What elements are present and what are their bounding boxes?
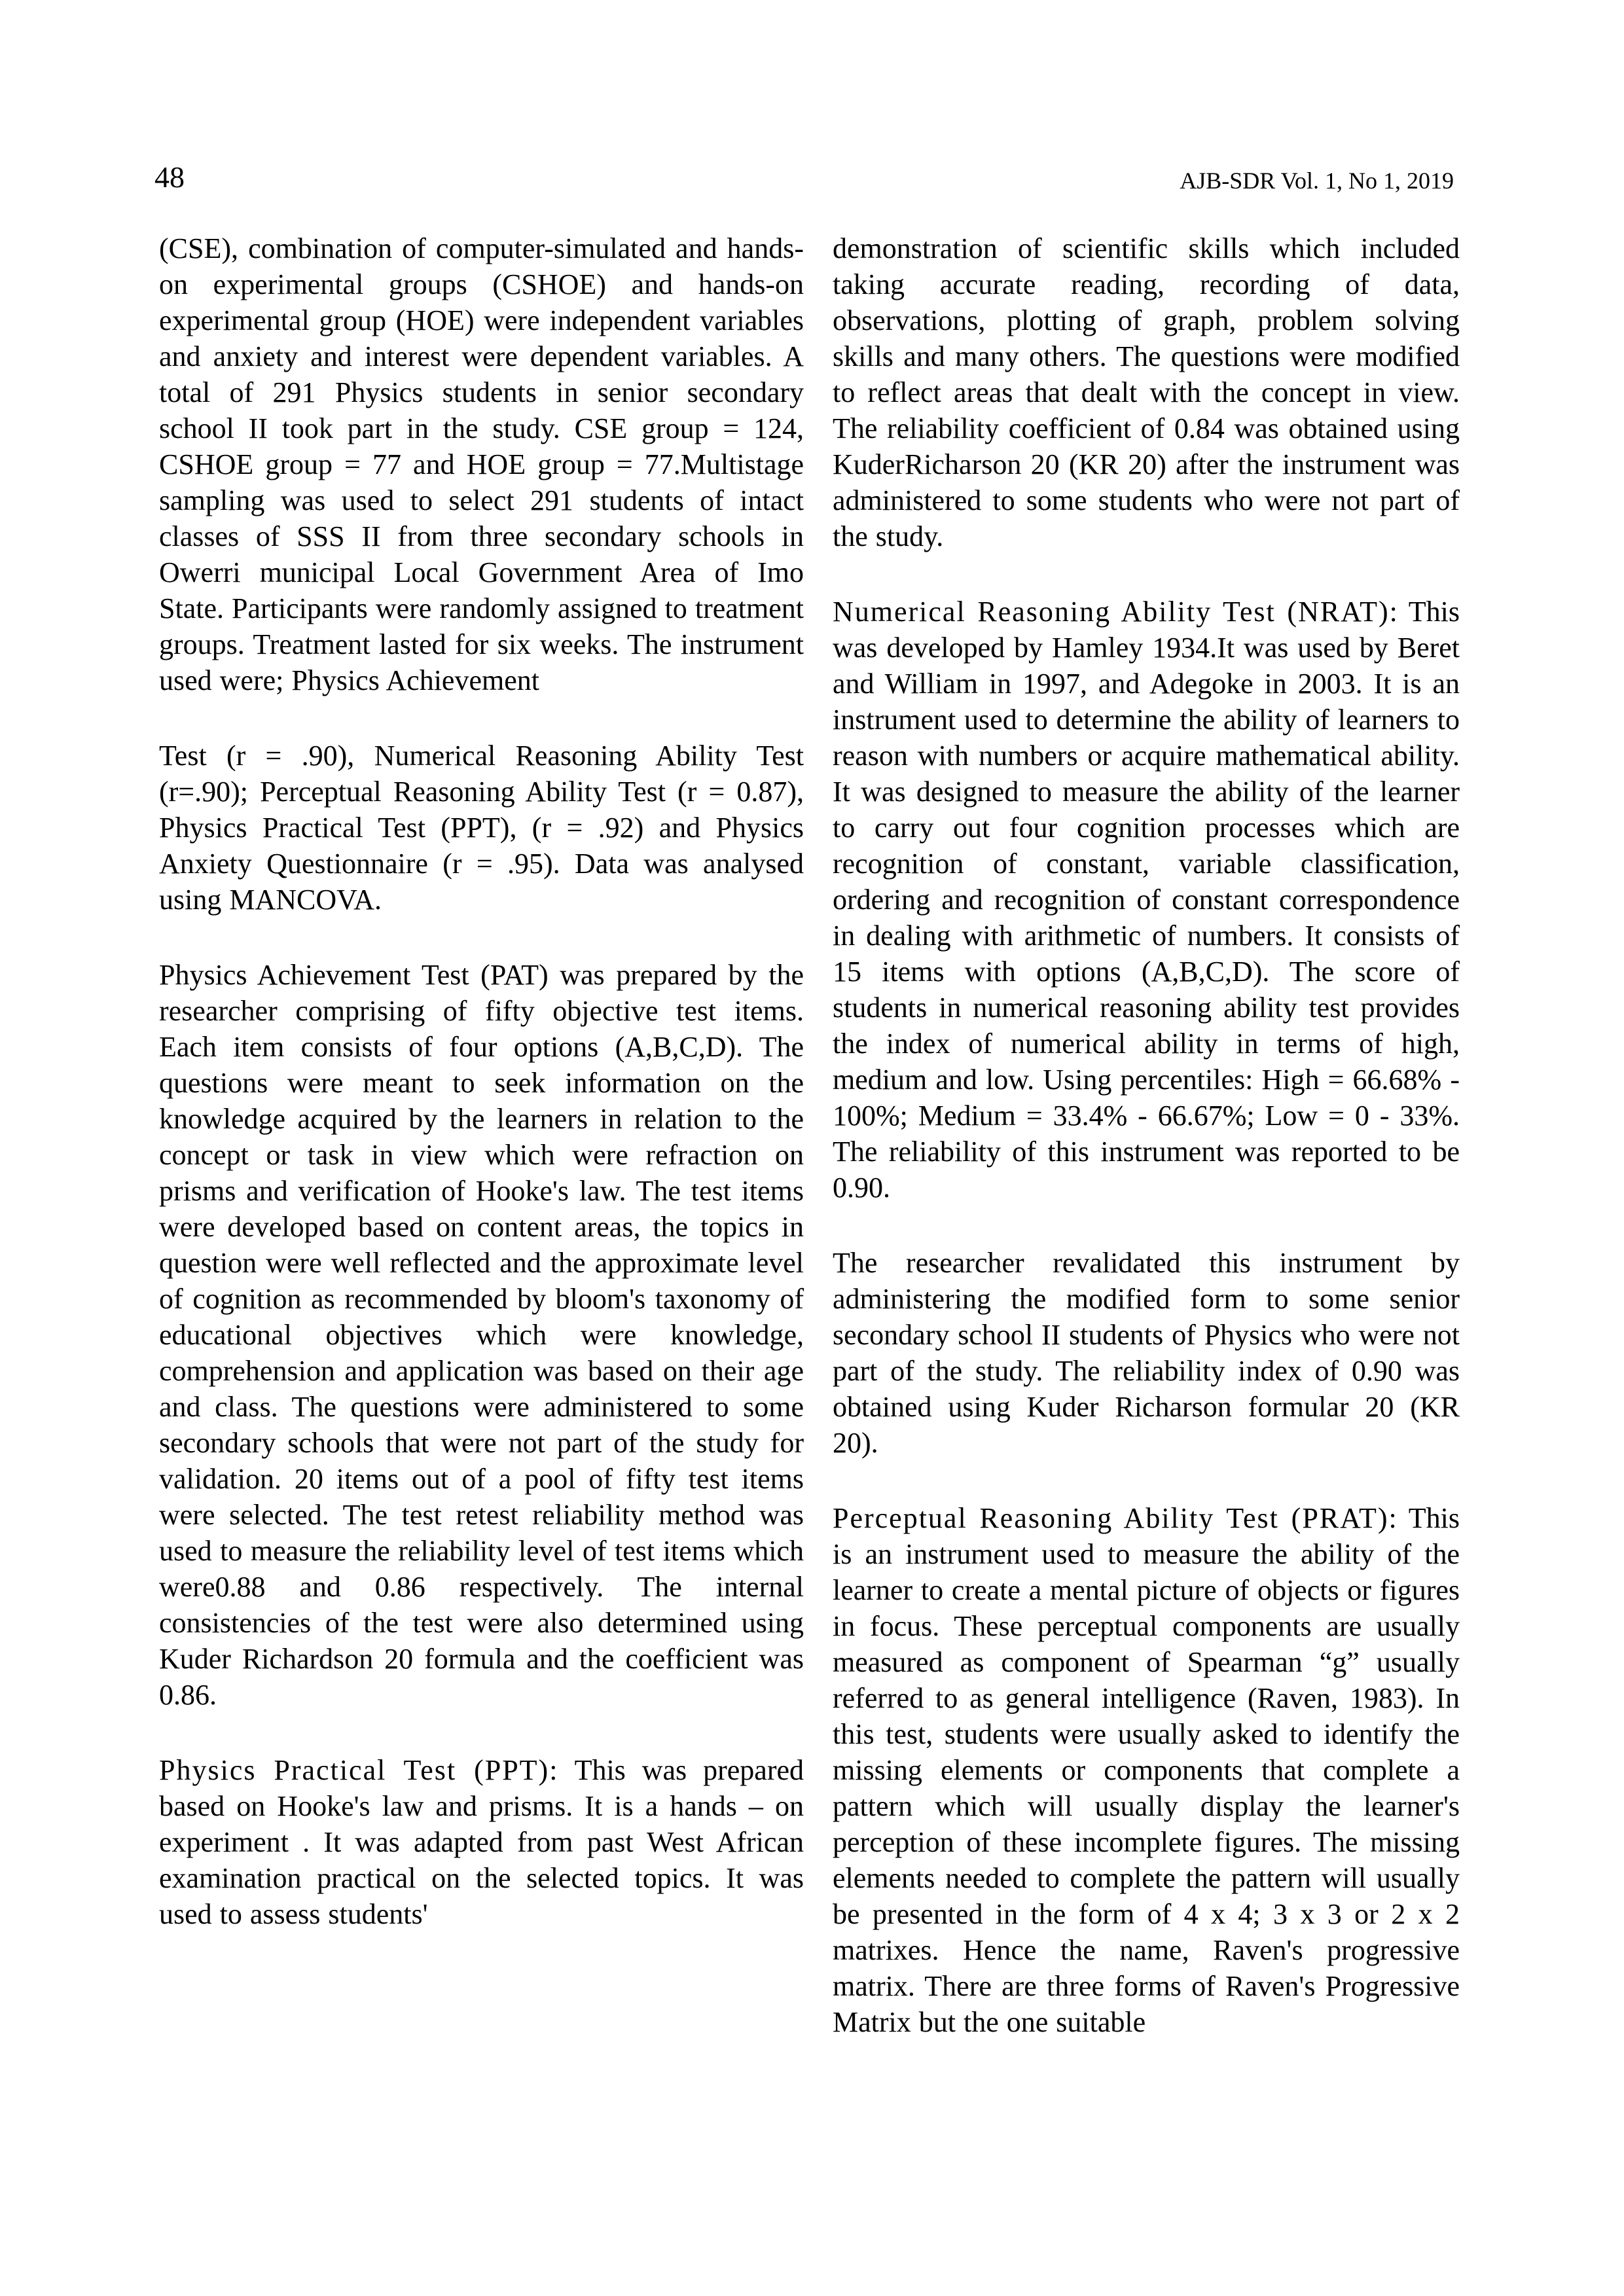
paragraph-text: demonstration of scientific skills which included taking accurate reading, recording of data, observations, plotting of graph, problem solving skills and many others. The questions were modified to reflect areas that dealt with the concept in view. The reliability coefficient of 0.84 was obtained using KuderRicharson 20 (KR 20) after the instrument was administered to some students who were not part of the study. [833,232,1460,552]
paragraph [833,230,1460,554]
run-in-heading: Perceptual Reasoning Ability Test (PRAT): [833,1502,1398,1534]
paragraph-text: This was prepared based on Hooke's law and prisms. It is a hands – on experiment . It was adapted from past West African examination practical on the selected topics. It was used to assess students' [159,1754,804,1930]
paragraph [833,1245,1460,1461]
paragraph [159,230,804,698]
run-in-heading: Numerical Reasoning Ability Test (NRAT): [833,596,1399,628]
paragraph [833,1500,1460,2040]
right-column [833,230,1460,2040]
paragraph [159,738,804,918]
page-number: 48 [154,160,185,194]
paragraph-text: This is an instrument used to measure the ability of the learner to create a mental picture of objects or figures in focus. These perceptual components are usually measured as component of Spearman “g” usually referred to as general intelligence (Raven, 1983). In this test, students were usually asked to identify the missing elements or components that complete a pattern which will usually display the learner's perception of these incomplete figures. The missing elements needed to complete the pattern will usually be presented in the form of 4 x 4; 3 x 3 or 2 x 2 matrixes. Hence the name, Raven's progressive matrix. There are three forms of Raven's Progressive Matrix but the one suitable [833,1502,1460,2038]
paragraph-text: Test (r = .90), Numerical Reasoning Ability Test (r=.90); Perceptual Reasoning Ability Test (r = 0.87), Physics Practical Test (PPT), (r = .92) and Physics Anxiety Questionnaire (r = .95). Data was analysed using MANCOVA. [159,740,804,916]
left-column [159,230,804,1932]
paragraph [159,1752,804,1932]
journal-citation: AJB-SDR Vol. 1, No 1, 2019 [1180,168,1454,194]
paragraph-text: This was developed by Hamley 1934.It was used by Beret and William in 1997, and Adegoke in 2003. It is an instrument used to determine the ability of learners to reason with numbers or acquire mathematical ability. It was designed to measure the ability of the learner to carry out four cognition processes which are recognition of constant, variable classification, ordering and recognition of constant correspondence in dealing with arithmetic of numbers. It consists of 15 items with options (A,B,C,D). The score of students in numerical reasoning ability test provides the index of numerical ability in terms of high, medium and low. Using percentiles: High = 66.68% - 100%; Medium = 33.4% - 66.67%; Low = 0 - 33%. The reliability of this instrument was reported to be 0.90. [833,596,1460,1204]
paragraph [833,594,1460,1206]
paragraph-text: (CSE), combination of computer-simulated and hands-on experimental groups (CSHOE) and hands-on experimental group (HOE) were independent variables and anxiety and interest were dependent variables. A total of 291 Physics students in senior secondary school II took part in the study. CSE group = 124, CSHOE group = 77 and HOE group = 77.Multistage sampling was used to select 291 students of intact classes of SSS II from three secondary schools in Owerri municipal Local Government Area of Imo State. Participants were randomly assigned to treatment groups. Treatment lasted for six weeks. The instrument used were; Physics Achievement [159,232,804,696]
run-in-heading: Physics Practical Test (PPT): [159,1754,559,1786]
paragraph-text: The researcher revalidated this instrument by administering the modified form to some senior secondary school II students of Physics who were not part of the study. The reliability index of 0.90 was obtained using Kuder Richarson formular 20 (KR 20). [833,1247,1460,1459]
paragraph-text: Physics Achievement Test (PAT) was prepared by the researcher comprising of fifty objective test items. Each item consists of four options (A,B,C,D). The questions were meant to seek information on the knowledge acquired by the learners in relation to the concept or task in view which were refraction on prisms and verification of Hooke's law. The test items were developed based on content areas, the topics in question were well reflected and the approximate level of cognition as recommended by bloom's taxonomy of educational objectives which were knowledge, comprehension and application was based on their age and class. The questions were administered to some secondary schools that were not part of the study for validation. 20 items out of a pool of fifty test items were selected. The test retest reliability method was used to measure the reliability level of test items which were0.88 and 0.86 respectively. The internal consistencies of the test were also determined using Kuder Richardson 20 formula and the coefficient was 0.86. [159,959,804,1711]
paragraph [159,957,804,1713]
